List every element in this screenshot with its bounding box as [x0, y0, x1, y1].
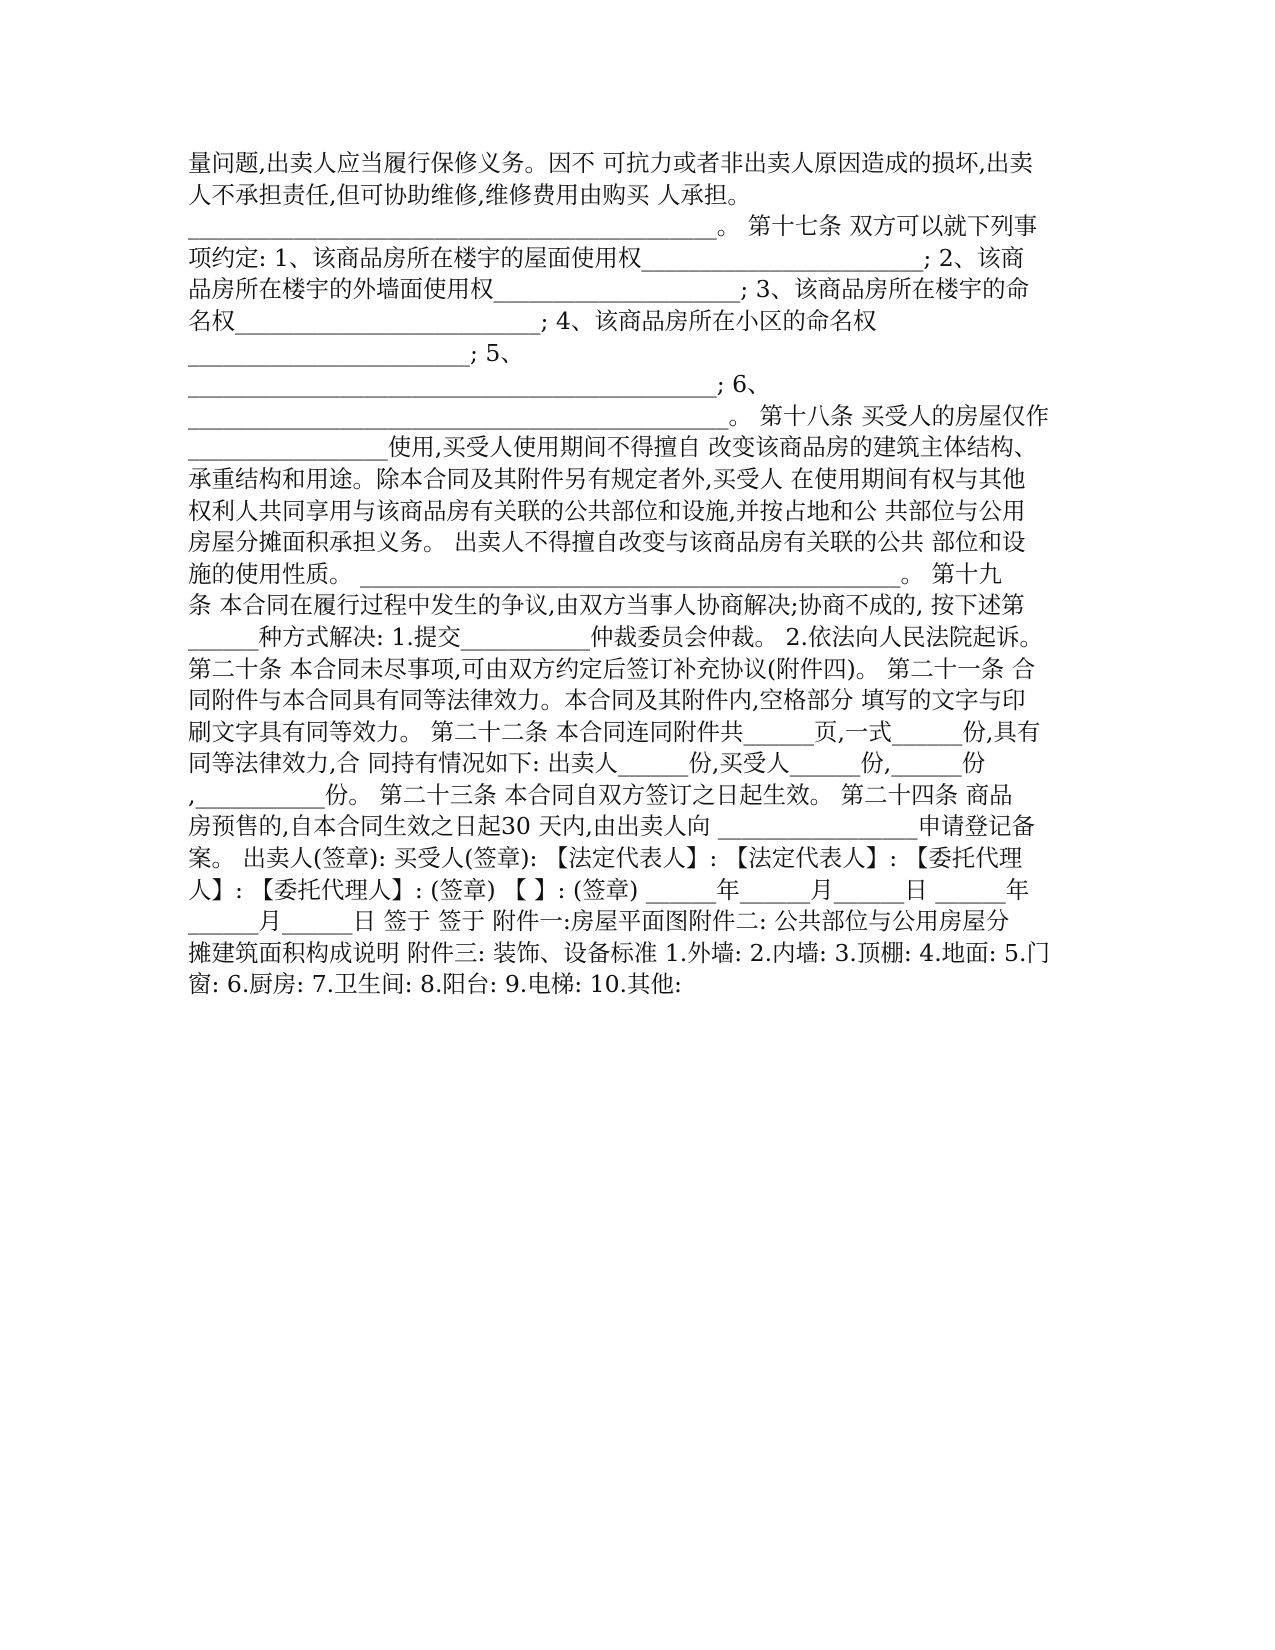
text-line-16: ______种方式解决: 1.提交___________仲裁委员会仲裁。 2.依法向人民法院起诉。	[188, 622, 1043, 651]
text-line-1: 量问题,出卖人应当履行保修义务。因不 可抗力或者非出卖人原因造成的损坏,出卖	[188, 149, 1033, 177]
text-line-2: 人不承担责任,但可协助维修,维修费用由购买 人承担。	[188, 180, 751, 209]
text-line-20: 同等法律效力,合 同持有情况如下: 出卖人______份,买受人______份,______份	[188, 749, 986, 778]
text-line-21: ,___________份。 第二十三条 本合同自双方签订之日起生效。 第二十四条 商品	[188, 780, 1013, 809]
text-line-25: ______月______日 签于 签于 附件一:房屋平面图附件二: 公共部位与公用房屋分	[188, 907, 1010, 936]
contract-text	[188, 148, 1088, 1001]
text-line-13: 房屋分摊面积承担义务。 出卖人不得擅自改变与该商品房有关联的公共 部位和设	[188, 528, 1026, 557]
text-line-7: ________________________; 5、	[188, 338, 524, 367]
text-line-9: ______________________________________________。 第十八条 买受人的房屋仅作	[188, 401, 1049, 430]
text-line-10: _________________使用,买受人使用期间不得擅自 改变该商品房的建筑主体结构、	[188, 433, 1038, 462]
text-line-6: 名权__________________________; 4、该商品房所在小区的命名权	[188, 306, 877, 335]
text-line-24: 人】: 【委托代理人】: (签章) 【 】: (签章) ______年______月______日 ______年	[188, 875, 1030, 904]
text-line-8: _____________________________________________; 6、	[188, 370, 771, 399]
text-line-26: 摊建筑面积构成说明 附件三: 装饰、设备标准 1.外墙: 2.内墙: 3.顶棚: 4.地面: 5.门	[188, 938, 1050, 967]
text-line-15: 条 本合同在履行过程中发生的争议,由双方当事人协商解决;协商不成的, 按下述第	[188, 591, 1025, 620]
text-line-19: 刷文字具有同等效力。 第二十二条 本合同连同附件共______页,一式______份,具有	[188, 717, 1041, 746]
text-line-3: _____________________________________________。 第十七条 双方可以就下列事	[188, 212, 1038, 241]
text-line-22: 房预售的,自本合同生效之日起30 天内,由出卖人向 _________________申请登记备	[188, 812, 1036, 841]
text-line-23: 案。 出卖人(签章): 买受人(签章): 【法定代表人】: 【法定代表人】: 【委托代理	[188, 844, 1023, 873]
text-line-4: 项约定: 1、该商品房所在楼宇的屋面使用权________________________; 2、该商	[188, 243, 1025, 272]
text-line-14: 施的使用性质。 ______________________________________________。 第十九	[188, 559, 1002, 588]
text-line-18: 同附件与本合同具有同等法律效力。本合同及其附件内,空格部分 填写的文字与印	[188, 686, 1026, 715]
text-line-27: 窗: 6.厨房: 7.卫生间: 8.阳台: 9.电梯: 10.其他:	[188, 970, 682, 999]
text-line-12: 权利人共同享用与该商品房有关联的公共部位和设施,并按占地和公 共部位与公用	[188, 496, 1026, 525]
text-line-17: 第二十条 本合同未尽事项,可由双方约定后签订补充协议(附件四)。 第二十一条 合	[188, 654, 1036, 683]
text-line-11: 承重结构和用途。除本合同及其附件另有规定者外,买受人 在使用期间有权与其他	[188, 464, 1026, 493]
text-line-5: 品房所在楼宇的外墙面使用权_____________________; 3、该商品房所在楼宇的命	[188, 275, 1030, 304]
